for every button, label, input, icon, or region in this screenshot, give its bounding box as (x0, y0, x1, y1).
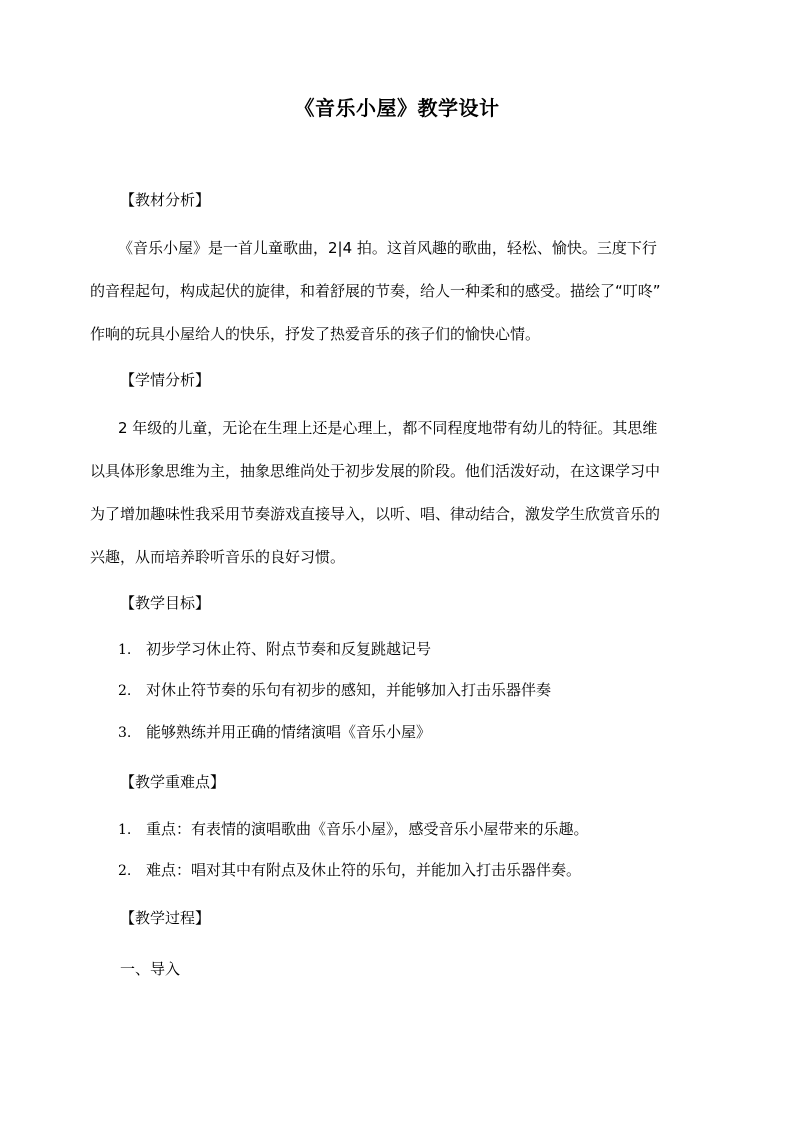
heading-key-points: 【教学重难点】 (120, 773, 226, 791)
paragraph-line: 为了增加趣味性我采用节奏游戏直接导入，以听、唱、律动结合，激发学生欣赏音乐的 (90, 505, 661, 523)
list-number: 1. (118, 642, 132, 658)
list-number: 1. (118, 822, 132, 838)
heading-material-analysis: 【教材分析】 (120, 191, 211, 209)
document-title: 《音乐小屋》教学设计 (294, 96, 500, 120)
list-text: 重点：有表情的演唱歌曲《音乐小屋》，感受音乐小屋带来的乐趣。 (146, 820, 589, 838)
list-text: 对休止符节奏的乐句有初步的感知，并能够加入打击乐器伴奏 (146, 681, 552, 699)
list-number: 2. (118, 863, 132, 879)
list-item-key-point-2 (118, 860, 581, 881)
list-number: 2. (118, 683, 132, 699)
paragraph-line: 2 年级的儿童，无论在生理上还是心理上，都不同程度地带有幼儿的特征。其思维 (118, 419, 658, 437)
list-item-objective-2 (118, 680, 551, 701)
paragraph-line: 《音乐小屋》是一首儿童歌曲，2|4 拍。这首风趣的歌曲，轻松、愉快。三度下行 (118, 239, 657, 257)
paragraph-line: 的音程起句，构成起伏的旋律，和着舒展的节奏，给人一种柔和的感受。描绘了“叮咚” (90, 282, 661, 300)
paragraph-line: 兴趣，从而培养聆听音乐的良好习惯。 (90, 548, 346, 566)
list-text: 难点：唱对其中有附点及休止符的乐句，并能加入打击乐器伴奏。 (146, 861, 582, 879)
paragraph-learner-analysis (90, 407, 710, 579)
heading-process: 【教学过程】 (120, 909, 211, 927)
heading-objectives: 【教学目标】 (120, 594, 211, 612)
paragraph-line: 作响的玩具小屋给人的快乐，抒发了热爱音乐的孩子们的愉快心情。 (90, 325, 541, 343)
list-item-objective-1 (118, 639, 431, 660)
heading-learner-analysis: 【学情分析】 (120, 371, 211, 389)
paragraph-line: 以具体形象思维为主，抽象思维尚处于初步发展的阶段。他们活泼好动，在这课学习中 (90, 462, 661, 480)
list-item-objective-3 (118, 722, 431, 743)
process-step-intro: 一、导入 (120, 960, 181, 978)
list-number: 3. (118, 725, 132, 741)
list-item-key-point-1 (118, 819, 589, 840)
paragraph-material-analysis (90, 227, 710, 356)
list-text: 能够熟练并用正确的情绪演唱《音乐小屋》 (146, 723, 432, 741)
list-text: 初步学习休止符、附点节奏和反复跳越记号 (146, 640, 432, 658)
